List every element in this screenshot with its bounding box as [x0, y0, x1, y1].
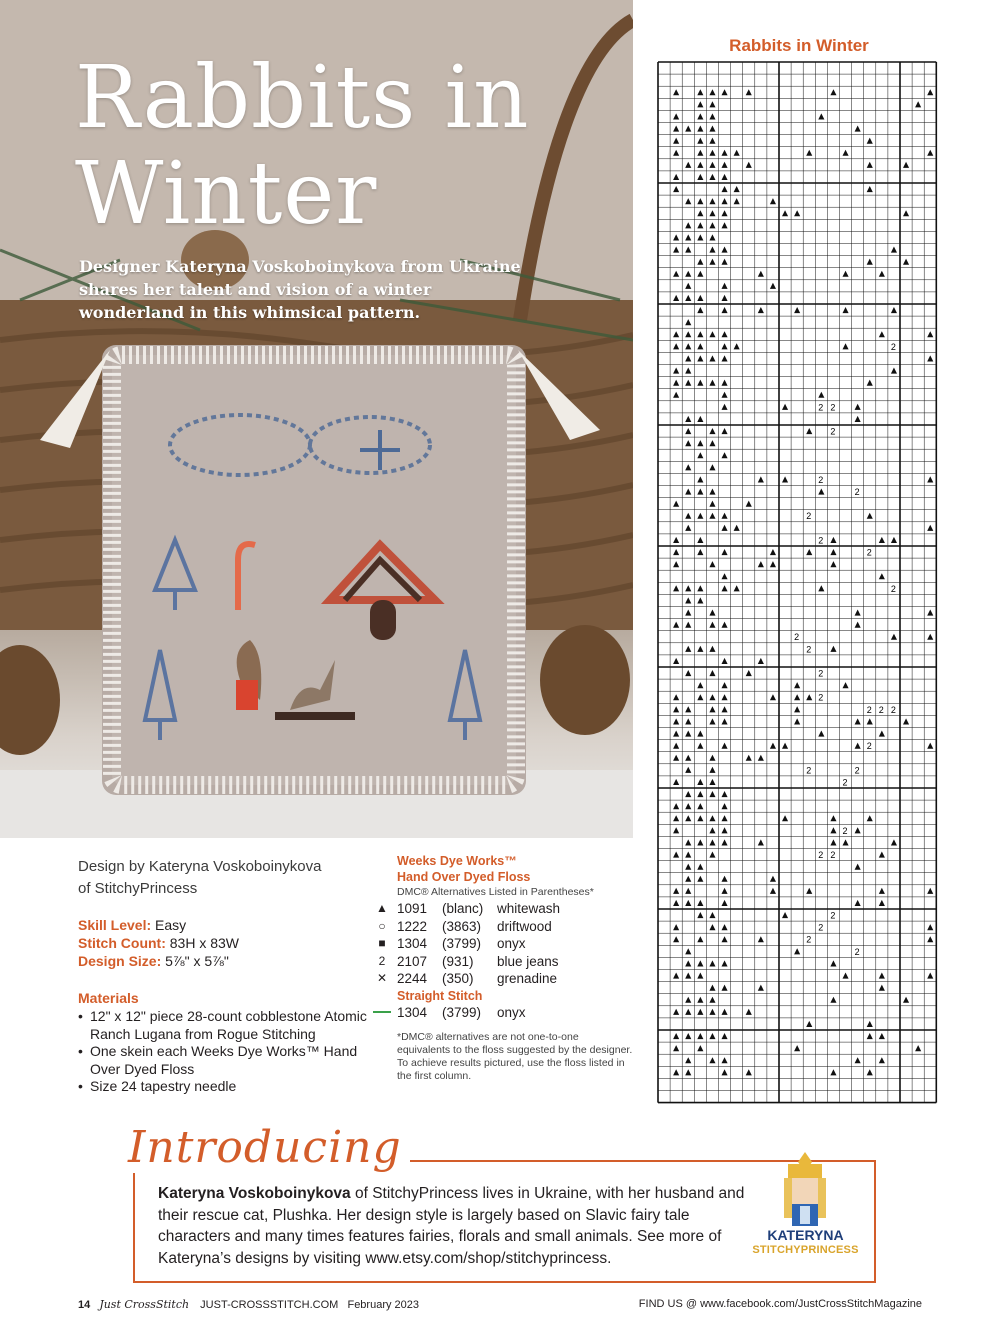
- svg-text:2: 2: [794, 632, 800, 643]
- chart-gridlines: [658, 62, 936, 1103]
- svg-text:2: 2: [806, 644, 812, 655]
- svg-text:2: 2: [842, 825, 848, 836]
- svg-text:2: 2: [866, 547, 872, 558]
- floss-name: whitewash: [497, 901, 561, 916]
- key-row: [367, 953, 635, 971]
- svg-text:2: 2: [878, 704, 884, 715]
- stitch-count-label: Stitch Count:: [78, 935, 166, 951]
- dmc-code: (3863): [442, 918, 482, 934]
- floss-code: 2244: [397, 971, 428, 986]
- svg-text:2: 2: [854, 487, 860, 497]
- designer-bio-text: of StitchyPrincess lives in Ukraine, with her husband and their rescue cat, Plushka. Her design style is largely based on Slavic fairy tale characters and many times features fairies, florals and small animals. See more of Kateryna’s designs by visiting www.etsy.com/shop/stitchyprincess.: [158, 1185, 745, 1267]
- floss-code: 1091: [397, 901, 428, 916]
- title-line-2: Winter: [75, 144, 378, 244]
- designer-name: Kateryna Voskoboinykova: [158, 1185, 351, 1202]
- svg-text:2: 2: [890, 341, 896, 352]
- website: JUST-CROSSSTITCH.COM: [200, 1299, 339, 1311]
- floss-name: blue jeans: [497, 953, 559, 969]
- svg-text:2: 2: [890, 583, 896, 594]
- floss-code: 1222: [397, 918, 428, 934]
- triangle-symbol-icon: ▲: [376, 901, 388, 915]
- straight-stitch-heading: Straight Stitch: [397, 988, 483, 1003]
- svg-text:2: 2: [866, 741, 872, 752]
- credit-line-1: Design by Kateryna Voskoboinykova: [78, 858, 322, 875]
- page-number: 14: [78, 1299, 91, 1311]
- dmc-code: (931): [442, 953, 474, 969]
- key-row: [367, 918, 635, 936]
- design-size-label: Design Size:: [78, 953, 162, 969]
- svg-text:2: 2: [830, 402, 836, 413]
- square-symbol-icon: ■: [378, 936, 386, 950]
- green-line-icon: [367, 1004, 397, 1022]
- introducing-heading: Introducing: [120, 1122, 410, 1173]
- svg-text:2: 2: [854, 946, 860, 957]
- article-title: [75, 50, 530, 242]
- floss-name: grenadine: [497, 971, 558, 986]
- circle-symbol-icon: ○: [378, 918, 386, 933]
- svg-text:2: 2: [818, 402, 824, 413]
- footer-left: [78, 1298, 419, 1311]
- svg-text:2: 2: [854, 765, 860, 776]
- chart-title: Rabbits in Winter: [729, 36, 869, 55]
- cross-symbol-icon: ✕: [376, 971, 388, 985]
- svg-text:2: 2: [842, 777, 848, 788]
- straight-stitch-row: [367, 1004, 635, 1022]
- key-row: [367, 970, 635, 988]
- floss-name: onyx: [497, 936, 526, 951]
- svg-text:2: 2: [866, 704, 872, 715]
- key-subheader: DMC® Alternatives Listed in Parentheses*: [397, 886, 594, 898]
- design-credit: [78, 856, 368, 900]
- chart-grid: [656, 60, 940, 1118]
- key-header-1: Weeks Dye Works™: [397, 854, 517, 868]
- design-size-row: [78, 952, 368, 970]
- svg-text:2: 2: [818, 474, 824, 485]
- key-row: [367, 900, 635, 918]
- svg-text:2: 2: [818, 668, 824, 679]
- svg-text:2: 2: [818, 692, 824, 703]
- cross-stitch-chart: [656, 60, 940, 1123]
- designer-avatar-icon: [748, 1150, 863, 1275]
- key-header-2: Hand Over Dyed Floss: [397, 870, 531, 884]
- credit-line-2: of StitchyPrincess: [78, 880, 198, 897]
- magazine-name: Just CrossStitch: [99, 1298, 190, 1311]
- skill-level-value: Easy: [155, 917, 187, 933]
- svg-text:2: 2: [818, 850, 824, 860]
- svg-text:2: 2: [818, 922, 824, 933]
- materials-item: • One skein each Weeks Dye Works™ Hand Over Dyed Floss: [78, 1043, 368, 1078]
- floss-name: driftwood: [497, 918, 552, 934]
- designer-bio: [158, 1183, 748, 1269]
- svg-text:2: 2: [818, 535, 824, 546]
- svg-text:2: 2: [830, 910, 836, 921]
- dmc-code: (3799): [442, 1004, 482, 1020]
- footer-social: FIND US @ www.facebook.com/JustCrossStitchMagazine: [638, 1298, 922, 1310]
- badge-shop: STITCHYPRINCESS: [752, 1244, 859, 1256]
- dmc-code: (350): [442, 971, 474, 986]
- svg-text:2: 2: [806, 511, 812, 522]
- materials-item: • Size 24 tapestry needle: [78, 1078, 368, 1096]
- design-size-value: 5⅞" x 5⅞": [165, 953, 229, 969]
- svg-text:2: 2: [890, 704, 896, 715]
- key-rows: [367, 900, 635, 988]
- stitch-count-value: 83H x 83W: [169, 935, 240, 951]
- skill-level-row: [78, 916, 368, 934]
- svg-text:2: 2: [806, 934, 812, 945]
- title-line-1: Rabbits in: [75, 48, 530, 148]
- materials-list: [78, 1008, 368, 1096]
- floss-code: 2107: [397, 953, 428, 969]
- two-symbol-icon: 2: [378, 953, 386, 968]
- floss-key: [367, 853, 635, 1083]
- materials-heading: Materials: [78, 990, 139, 1006]
- dmc-note: *DMC® alternatives are not one-to-one equivalents to the floss suggested by the designer. To achieve results pictured, use the floss listed in the first column.: [397, 1031, 633, 1082]
- issue-date: February 2023: [347, 1299, 420, 1311]
- floss-code: 1304: [397, 936, 428, 951]
- skill-level-label: Skill Level:: [78, 917, 152, 933]
- badge-name: KATERYNA: [767, 1227, 844, 1243]
- materials-item: • 12" x 12" piece 28-count cobblestone Atomic Ranch Lugana from Rogue Stitching: [78, 1008, 368, 1043]
- svg-text:2: 2: [806, 765, 812, 776]
- article-dek: Designer Kateryna Voskoboinykova from Ukraine shares her talent and vision of a winter wonderland in this whimsical pattern.: [79, 257, 521, 322]
- hero-photo: [0, 0, 633, 838]
- key-row: [367, 935, 635, 953]
- dmc-code: (blanc): [442, 901, 484, 916]
- svg-text:2: 2: [830, 426, 836, 437]
- floss-name: onyx: [497, 1004, 526, 1020]
- floss-code: 1304: [397, 1004, 428, 1020]
- stitch-count-row: [78, 934, 368, 952]
- svg-text:2: 2: [830, 850, 836, 860]
- pattern-specs: [78, 916, 368, 970]
- dmc-code: (3799): [442, 936, 482, 951]
